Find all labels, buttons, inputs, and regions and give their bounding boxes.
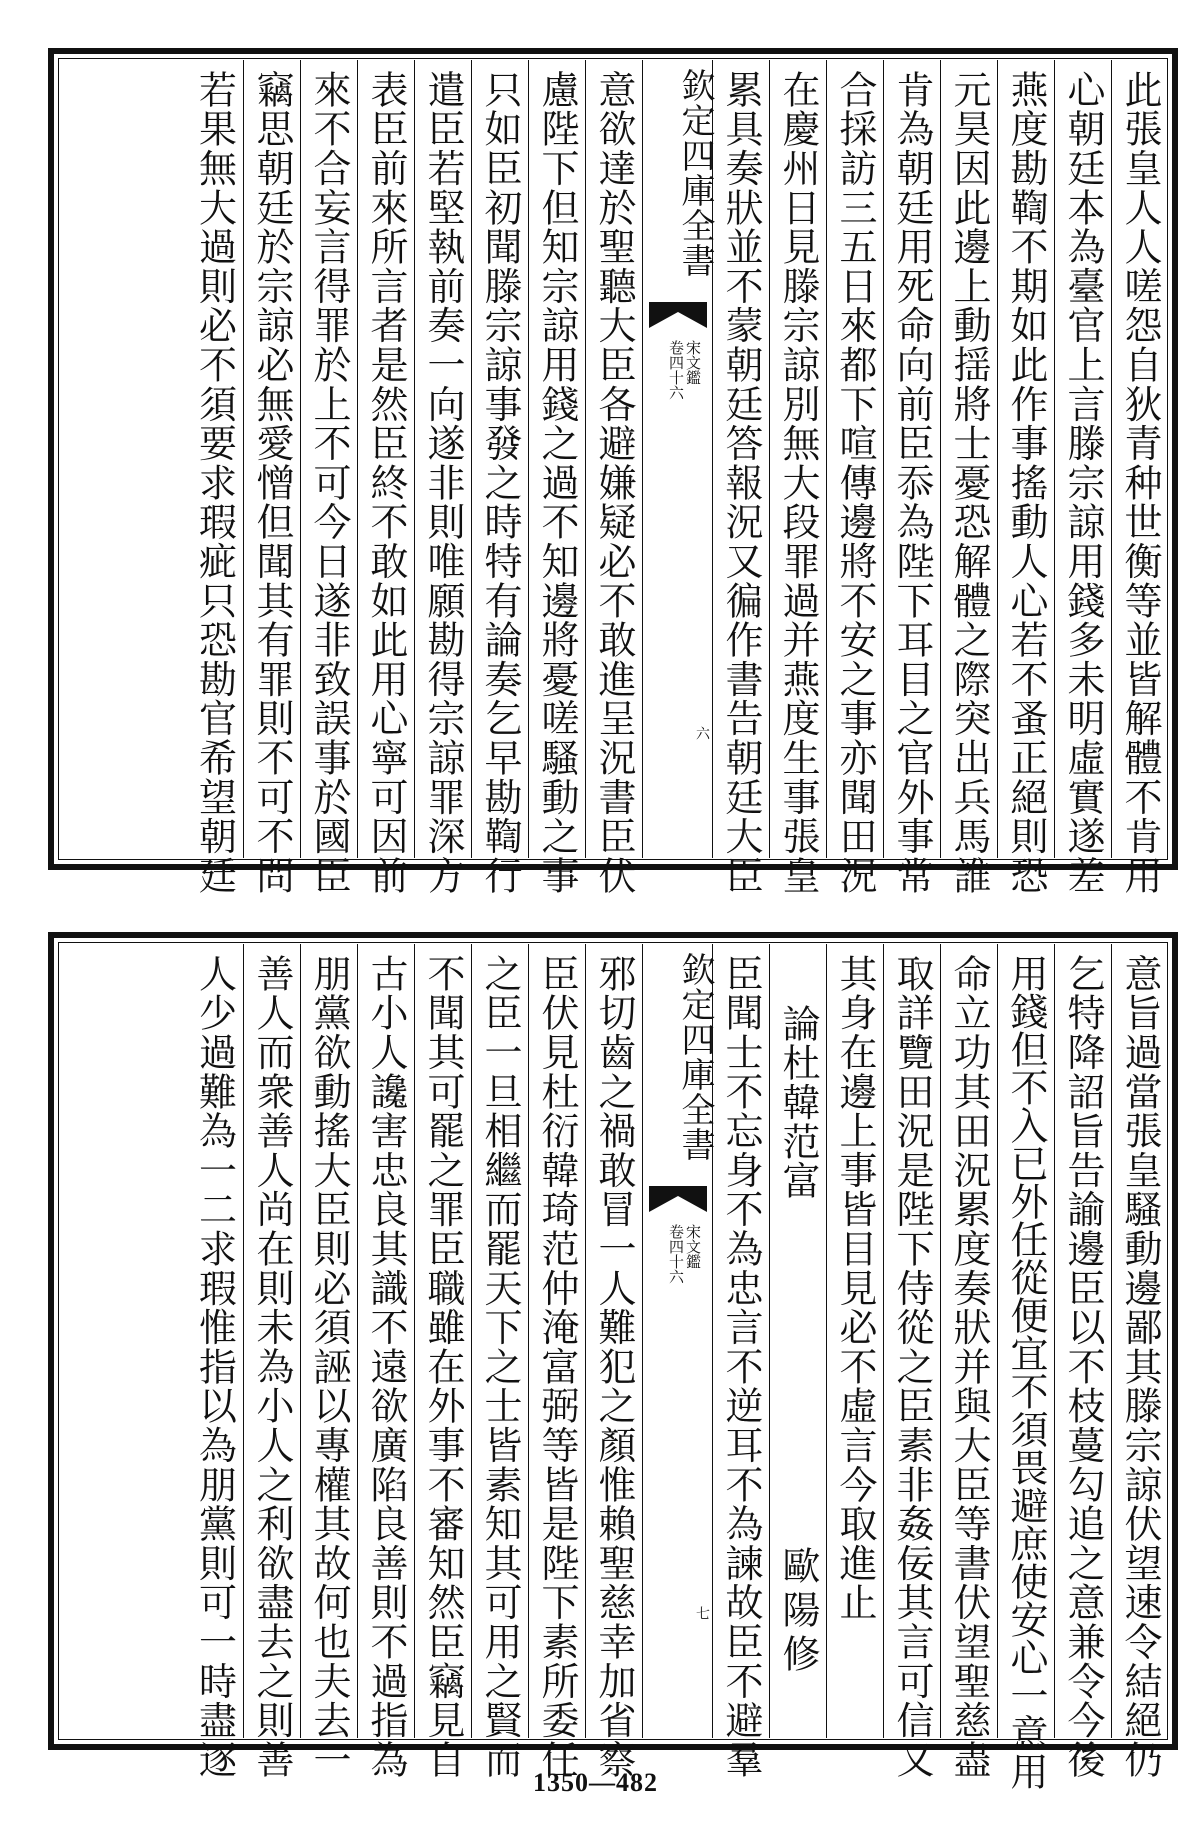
text-column <box>826 60 883 896</box>
column-text: 元昊因此邊上動揺將士憂恐解體之際突出兵馬誰 <box>947 70 991 896</box>
text-column <box>883 60 940 896</box>
gutter-book-name: 宋文鑑 <box>684 1224 702 1269</box>
column-text: 用錢但不入已外任從便宜不須畏避庶使安心一意用 <box>1004 954 1048 1790</box>
column-text: 不聞其可罷之罪臣職雖在外事不審知然臣竊見自 <box>421 954 465 1780</box>
text-column <box>1111 60 1168 896</box>
gutter-meta <box>668 1224 700 1284</box>
text-column <box>243 60 300 896</box>
text-column <box>186 60 243 896</box>
gutter-title: 欽定四庫全書 <box>675 68 715 278</box>
column-text: 命立功其田況累度奏狀并與大臣等書伏望聖慈盡 <box>947 954 991 1780</box>
column-text: 合採訪三五日來都下喧傳邊將不安之事亦聞田況 <box>833 70 877 896</box>
gutter-page-number: 七 <box>694 1606 710 1620</box>
text-column <box>585 944 642 1780</box>
column-text: 只如臣初聞滕宗諒事發之時特有論奏乞早勘鞫行 <box>478 70 522 896</box>
text-column <box>414 60 471 896</box>
text-column <box>528 944 585 1780</box>
text-column <box>357 60 414 896</box>
text-column <box>471 944 528 1780</box>
fish-tail-mark-icon <box>649 1186 707 1212</box>
column-text: 乞特降詔旨告諭邊臣以不枝蔓勾追之意兼令今後 <box>1061 954 1105 1780</box>
text-column <box>1111 944 1168 1780</box>
essay-title: 論杜韓范富 <box>776 1004 820 1201</box>
column-text: 臣伏見杜衍韓琦范仲淹富弼等皆是陛下素所委任 <box>535 954 579 1780</box>
column-text: 臣聞士不忘身不為忠言不逆耳不為諫故臣不避羣 <box>719 954 763 1780</box>
text-column <box>471 60 528 896</box>
gutter-volume: 卷四十六 <box>667 340 685 400</box>
text-column <box>528 60 585 896</box>
column-text: 來不合妄言得罪於上不可今日遂非致誤事於國臣 <box>307 70 351 896</box>
text-column <box>940 944 997 1780</box>
gutter-meta <box>668 340 700 400</box>
text-column <box>585 60 642 896</box>
column-text: 肯為朝廷用死命向前臣忝為陛下耳目之官外事常 <box>890 70 934 896</box>
text-column <box>300 60 357 896</box>
column-text: 若果無大過則必不須要求瑕疵只恐勘官希望朝廷 <box>192 70 237 896</box>
text-column <box>826 944 883 1738</box>
gutter-volume: 卷四十六 <box>667 1224 685 1284</box>
gutter-title: 欽定四庫全書 <box>675 952 715 1162</box>
column-text: 遣臣若堅執前奏一向遂非則唯願勘得宗諒罪深方 <box>421 70 465 896</box>
column-text: 善人而衆善人尚在則未為小人之利欲盡去之則善 <box>250 954 294 1780</box>
text-column <box>243 944 300 1780</box>
fish-tail-mark-icon <box>649 302 707 328</box>
column-text: 燕度勘鞫不期如此作事搖動人心若不蚤正絕則恐 <box>1004 70 1048 896</box>
text-column <box>997 944 1054 1790</box>
column-text: 此張皇人人嗟怨自狄青种世衡等並皆解體不肯用 <box>1118 70 1162 896</box>
column-text: 慮陛下但知宗諒用錢之過不知邊將憂嗟騷動之事 <box>535 70 579 896</box>
center-gutter <box>642 944 715 1738</box>
text-column <box>300 944 357 1780</box>
column-text: 其身在邊上事皆目見必不虛言今取進止 <box>833 954 877 1623</box>
text-column <box>712 60 769 896</box>
page-number-footer: 1350—482 <box>533 1768 658 1797</box>
text-column <box>414 944 471 1780</box>
column-text: 之臣一旦相繼而罷天下之士皆素知其可用之賢而 <box>478 954 522 1780</box>
upper-page <box>48 48 1178 896</box>
column-text: 人少過難為一二求瑕惟指以為朋黨則可一時盡逐 <box>192 954 237 1780</box>
text-column <box>883 944 940 1780</box>
column-text: 累具奏狀並不蒙朝廷答報況又徧作書告朝廷大臣 <box>719 70 763 896</box>
column-text: 邪切齒之禍敢冒一人難犯之顏惟賴聖慈幸加省察 <box>592 954 636 1780</box>
column-text: 取詳覽田況是陛下侍從之臣素非姦佞其言可信又 <box>890 954 934 1780</box>
column-text: 朋黨欲動搖大臣則必須誣以專權其故何也夫去一 <box>307 954 351 1780</box>
column-text: 竊思朝廷於宗諒必無愛憎但聞其有罪則不可不問 <box>250 70 294 896</box>
column-text: 表臣前來所言者是然臣終不敢如此用心寧可因前 <box>364 70 408 896</box>
upper-page-columns <box>58 60 1168 896</box>
text-column <box>940 60 997 896</box>
text-column <box>997 60 1054 896</box>
gutter-page-number: 六 <box>694 726 710 740</box>
column-text: 心朝廷本為臺官上言滕宗諒用錢多未明虛實遂差 <box>1061 70 1105 896</box>
essay-author: 歐陽修 <box>776 1546 820 1678</box>
text-column <box>769 60 826 896</box>
essay-title-column <box>769 944 826 1738</box>
center-gutter <box>642 60 715 858</box>
text-column <box>357 944 414 1780</box>
gutter-book-name: 宋文鑑 <box>684 340 702 385</box>
column-text: 在慶州日見滕宗諒別無大段罪過并燕度生事張皇 <box>776 70 820 896</box>
column-text: 古小人讒害忠良其識不遠欲廣陷良善則不過指為 <box>364 954 408 1780</box>
text-column <box>186 944 243 1780</box>
text-column <box>712 944 769 1780</box>
text-column <box>1054 60 1111 896</box>
column-text: 意欲達於聖聽大臣各避嫌疑必不敢進呈況書臣伏 <box>592 70 636 896</box>
column-text: 意旨過當張皇騷動邊鄙其滕宗諒伏望速令結絕仍 <box>1118 954 1162 1780</box>
text-column <box>1054 944 1111 1780</box>
